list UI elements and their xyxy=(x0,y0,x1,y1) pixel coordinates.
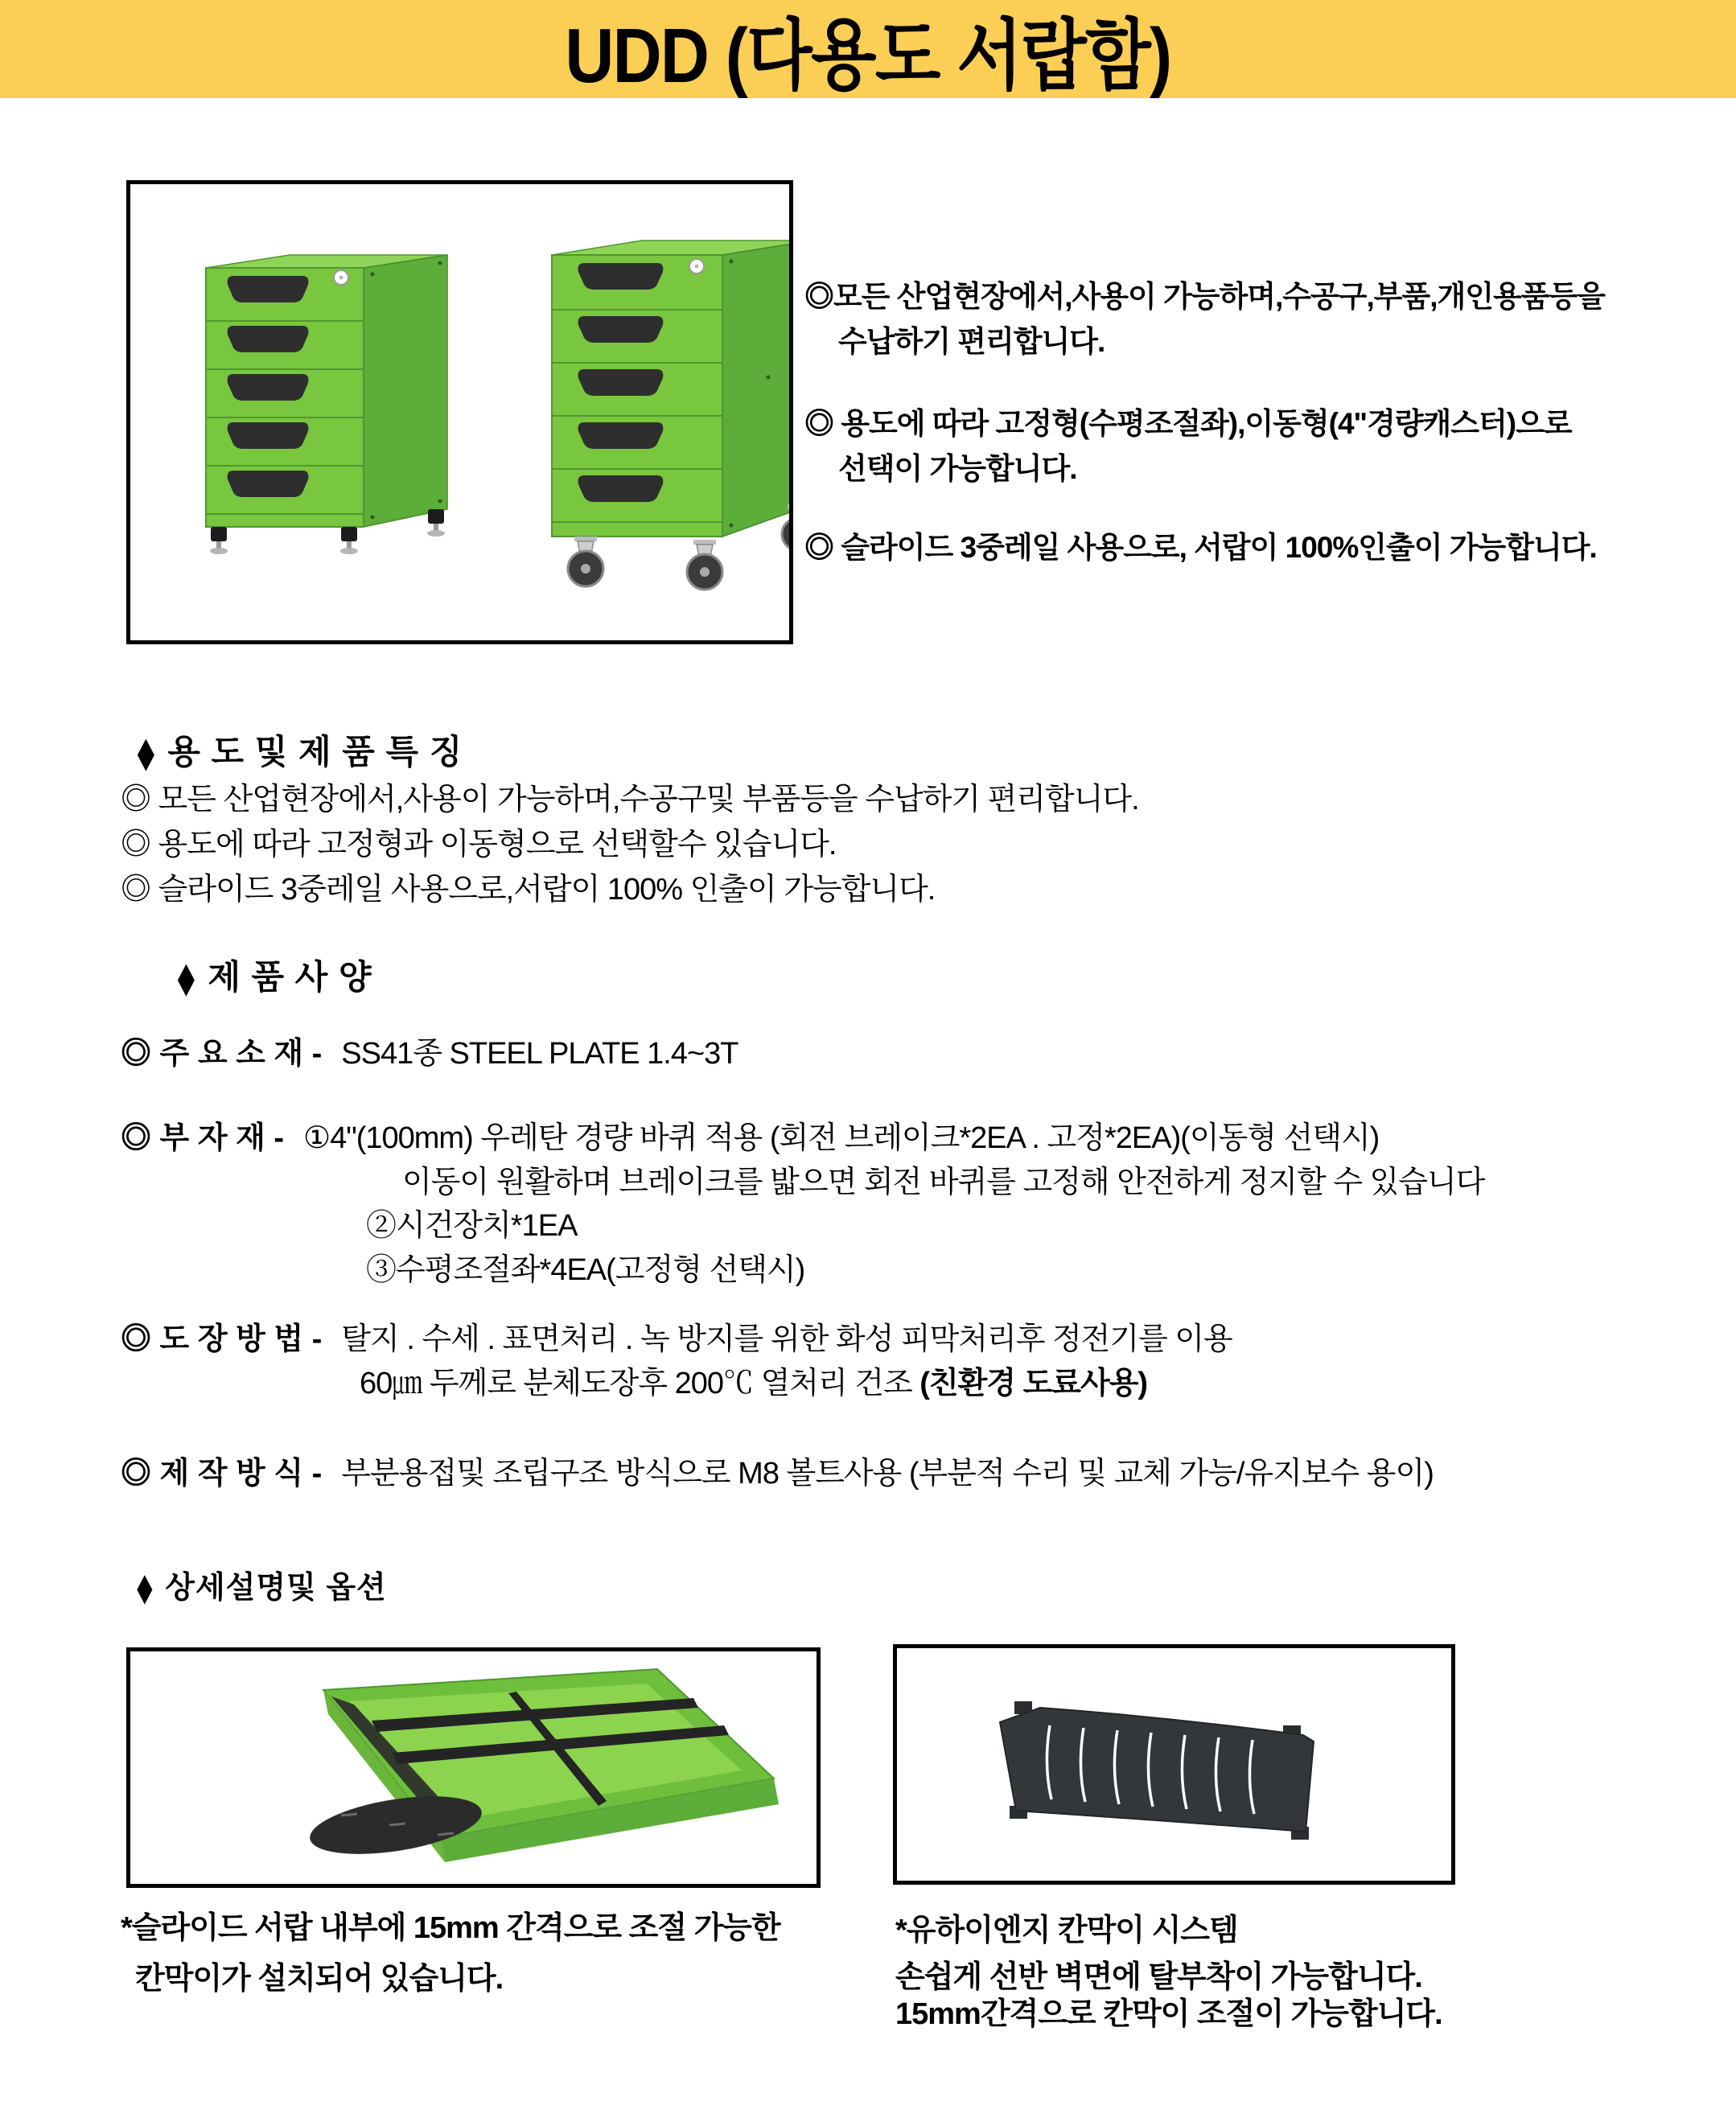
right-caption-line-3: 15mm간격으로 칸막이 조절이 가능합니다. xyxy=(895,1997,1442,2031)
hero-bullet-1-line-2: 수납하기 편리합니다. xyxy=(838,325,1105,358)
cabinet-product-image xyxy=(130,184,789,632)
right-caption-line-1: *유하이엔지 칸막이 시스템 xyxy=(895,1914,1238,1947)
hero-bullet-3-line-1: ◎ 슬라이드 3중레일 사용으로, 서랍이 100%인출이 가능합니다. xyxy=(804,531,1597,564)
hero-bullet-1-line-1: ◎모든 산업현장에서,사용이 가능하며,수공구,부품,개인용품등을 xyxy=(804,280,1605,313)
left-caption-line-1: *슬라이드 서랍 내부에 15mm 간격으로 조절 가능한 xyxy=(121,1911,780,1945)
page-title: UDD (다용도 서랍함) xyxy=(565,12,1171,99)
divider-panel-image xyxy=(897,1648,1451,1873)
lock-icon xyxy=(689,259,704,273)
spec-paint-value: 탈지 . 수세 . 표면처리 . 녹 방지를 위한 화성 피막처리후 정전기를 이용 xyxy=(341,1322,1232,1356)
title-banner xyxy=(0,0,1736,98)
hero-bullet-2-line-1: ◎ 용도에 따라 고정형(수평조절좌),이동형(4"경량캐스터)으로 xyxy=(804,407,1572,440)
spec-parts-line-3: ②시건장치*1EA xyxy=(366,1209,578,1243)
spec-parts-label: ◎ 부 자 재 - xyxy=(121,1121,285,1155)
spec-paint-line-2-regular: 60㎛ 두께로 분체도장후 200℃ 열처리 건조 xyxy=(360,1367,920,1400)
spec-parts-value: ①4"(100mm) 우레탄 경량 바퀴 적용 (회전 브레이크*2EA . 고정*2EA)(이동형 선택시) xyxy=(303,1121,1380,1155)
spec-paint-line-2-bold: (친환경 도료사용) xyxy=(919,1367,1148,1400)
spec-make-value: 부분용접및 조립구조 방식으로 M8 볼트사용 (부분적 수리 및 교체 가능/유지보수 용이) xyxy=(341,1457,1434,1491)
divider-panel-frame xyxy=(893,1644,1455,1885)
feature-bullet-1: ◎ 모든 산업현장에서,사용이 가능하며,수공구및 부품등을 수납하기 편리합니다. xyxy=(121,783,1139,816)
spec-make-label: ◎ 제 작 방 식 - xyxy=(121,1457,323,1491)
spec-material-label: ◎ 주 요 소 재 - xyxy=(121,1037,323,1071)
drawer-organizer-frame xyxy=(126,1647,821,1888)
spec-material-row xyxy=(121,1028,738,1072)
specs-heading-text: 제 품 사 양 xyxy=(208,958,372,996)
spec-parts-line-4: ③수평조절좌*4EA(고정형 선택시) xyxy=(366,1253,805,1287)
hero-bullet-2-line-2: 선택이 가능합니다. xyxy=(838,452,1077,485)
spec-parts-line-2: 이동이 원활하며 브레이크를 밟으면 회전 바퀴를 고정해 안전하게 정지할 수 있습니다 xyxy=(402,1166,1485,1199)
details-heading xyxy=(133,1562,387,1606)
spec-material-value: SS41종 STEEL PLATE 1.4~3T xyxy=(341,1037,738,1071)
right-caption-line-2: 손쉽게 선반 벽면에 탈부착이 가능합니다. xyxy=(895,1960,1422,1994)
specs-heading xyxy=(173,951,372,999)
drawer-organizer-image xyxy=(130,1651,817,1876)
features-heading-text: 용 도 및 제 품 특 징 xyxy=(167,733,463,771)
cabinet-fixed-image xyxy=(206,255,447,554)
details-heading-text: 상세설명및 옵션 xyxy=(165,1571,387,1605)
spec-parts-row xyxy=(121,1112,1379,1157)
feature-bullet-3: ◎ 슬라이드 3중레일 사용으로,서랍이 100% 인출이 가능합니다. xyxy=(121,873,936,907)
spec-paint-label: ◎ 도 장 방 법 - xyxy=(121,1322,323,1356)
spec-paint-row xyxy=(121,1314,1232,1358)
feature-bullet-2: ◎ 용도에 따라 고정형과 이동형으로 선택할수 있습니다. xyxy=(121,828,837,862)
diamond-icon: ◆ xyxy=(138,729,154,775)
diamond-icon: ◆ xyxy=(137,1568,153,1608)
spec-paint-line-2 xyxy=(360,1358,1147,1402)
cabinet-mobile-image xyxy=(552,241,789,590)
spec-make-row xyxy=(121,1448,1434,1492)
left-caption-line-2: 칸막이가 설치되어 있습니다. xyxy=(135,1962,504,1996)
lock-icon xyxy=(334,270,348,285)
product-image-frame xyxy=(126,180,793,644)
diamond-icon: ◆ xyxy=(178,954,195,1000)
features-heading xyxy=(133,726,463,774)
